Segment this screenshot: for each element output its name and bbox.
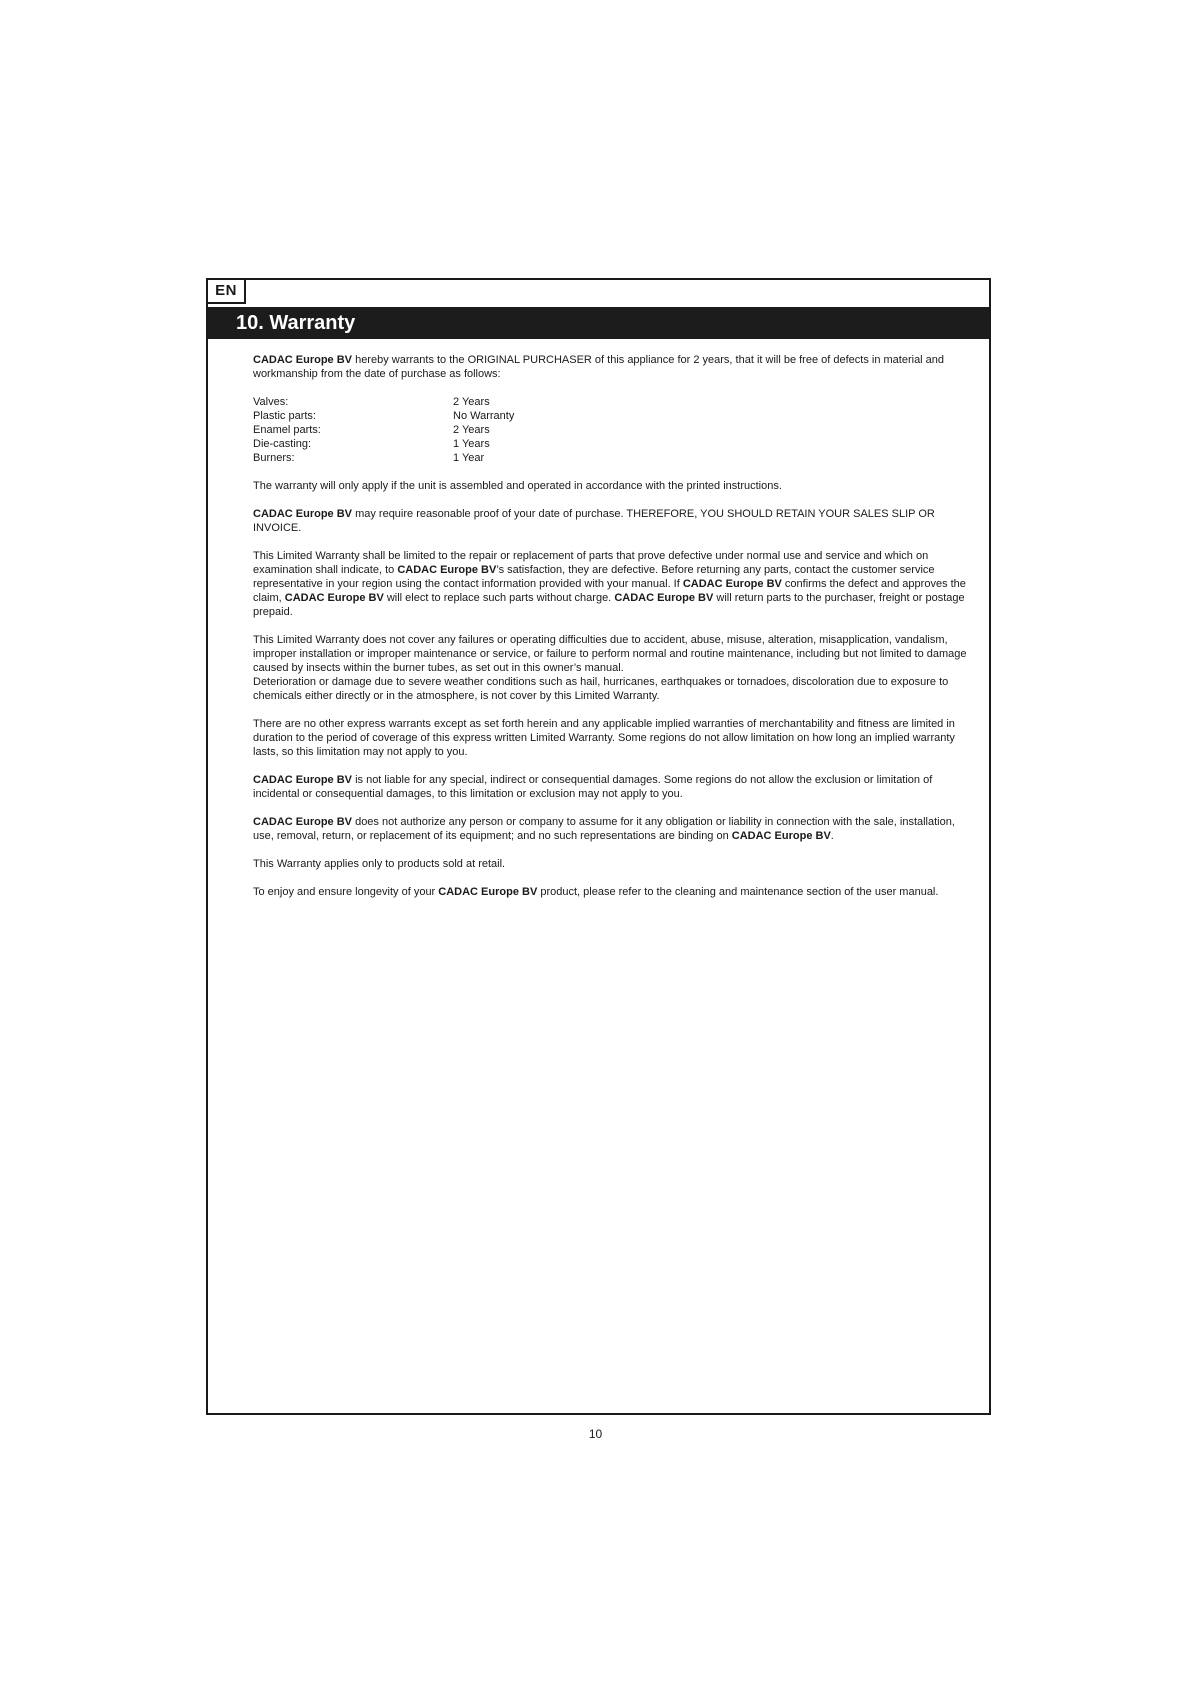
retail-paragraph: This Warranty applies only to products sold at retail. <box>253 858 506 870</box>
brand-name: CADAC Europe BV <box>614 592 714 604</box>
brand-name: CADAC Europe BV <box>253 774 353 786</box>
brand-name: CADAC Europe BV <box>253 354 353 366</box>
brand-name: CADAC Europe BV <box>397 564 497 576</box>
page-number: 10 <box>588 1427 603 1441</box>
part-row: Enamel parts: 2 Years <box>253 424 490 436</box>
part-row: Valves: 2 Years <box>253 396 490 408</box>
apply-paragraph: The warranty will only apply if the unit is assembled and operated in accordance with the printed instructions. <box>253 480 782 492</box>
parts-list <box>253 395 975 465</box>
coverage-paragraph: This Limited Warranty does not cover any failures or operating difficulties due to accident, abuse, misuse, alteration, misapplication, vandalism, improper installation or improper maintenance or service, or failure to perform normal and routine maintenance, including but not limited to damage caused by insects within the burner tubes, as set out in this owner’s manual. Deterioration or damage due to severe weather conditions such as hail, hurricanes, earthquakes or tornadoes, discoloration due to exposure to chemicals either directly or in the atmosphere, is not cover by this Limited Warranty. <box>253 634 967 702</box>
express-warranty-paragraph: There are no other express warrants except as set forth herein and any applicable implied warranties of merchantability and fitness are limited in duration to the period of coverage of this express written Limited Warranty. Some regions do not allow limitation on how long an implied warranty lasts, so this limitation may not apply to you. <box>253 718 955 758</box>
page-frame <box>206 278 991 1415</box>
brand-name: CADAC Europe BV <box>253 508 353 520</box>
warranty-content <box>253 353 975 913</box>
authorization-paragraph: CADAC Europe BV does not authorize any person or company to assume for it any obligation or liability in connection with the sale, installation, use, removal, return, or replacement of its equipment; and no such representations are binding on CADAC Europe BV. <box>253 816 955 842</box>
intro-paragraph: CADAC Europe BV hereby warrants to the ORIGINAL PURCHASER of this appliance for 2 years, that it will be free of defects in material and workmanship from the date of purchase as follows: <box>253 354 945 380</box>
part-row: Die-casting: 1 Years <box>253 438 490 450</box>
language-tag: EN <box>208 280 246 304</box>
maintenance-paragraph: To enjoy and ensure longevity of your CADAC Europe BV product, please refer to the cleaning and maintenance section of the user manual. <box>253 886 939 898</box>
proof-paragraph: CADAC Europe BV may require reasonable proof of your date of purchase. THEREFORE, YOU SHOULD RETAIN YOUR SALES SLIP OR INVOICE. <box>253 508 935 534</box>
brand-name: CADAC Europe BV <box>253 816 353 828</box>
liability-paragraph: CADAC Europe BV is not liable for any special, indirect or consequential damages. Some regions do not allow the exclusion or limitation of incidental or consequential damages, to this limitation or exclusion may not apply to you. <box>253 774 933 800</box>
brand-name: CADAC Europe BV <box>438 886 538 898</box>
brand-name: CADAC Europe BV <box>284 592 384 604</box>
limited-warranty-paragraph: This Limited Warranty shall be limited to the repair or replacement of parts that prove defective under normal use and service and which on examination shall indicate, to CADAC Europe BV’s satisfaction, they are defective. Before returning any parts, contact the customer service representative in your region using the contact information provided with your manual. If CADAC Europe BV confirms the defect and approves the claim, CADAC Europe BV will elect to replace such parts without charge. CADAC Europe BV will return parts to the purchaser, freight or postage prepaid. <box>253 550 966 618</box>
brand-name: CADAC Europe BV <box>682 578 782 590</box>
section-title: 10. Warranty <box>208 307 989 339</box>
brand-name: CADAC Europe BV <box>731 830 831 842</box>
part-row: Burners: 1 Year <box>253 452 485 464</box>
part-row: Plastic parts: No Warranty <box>253 410 515 422</box>
